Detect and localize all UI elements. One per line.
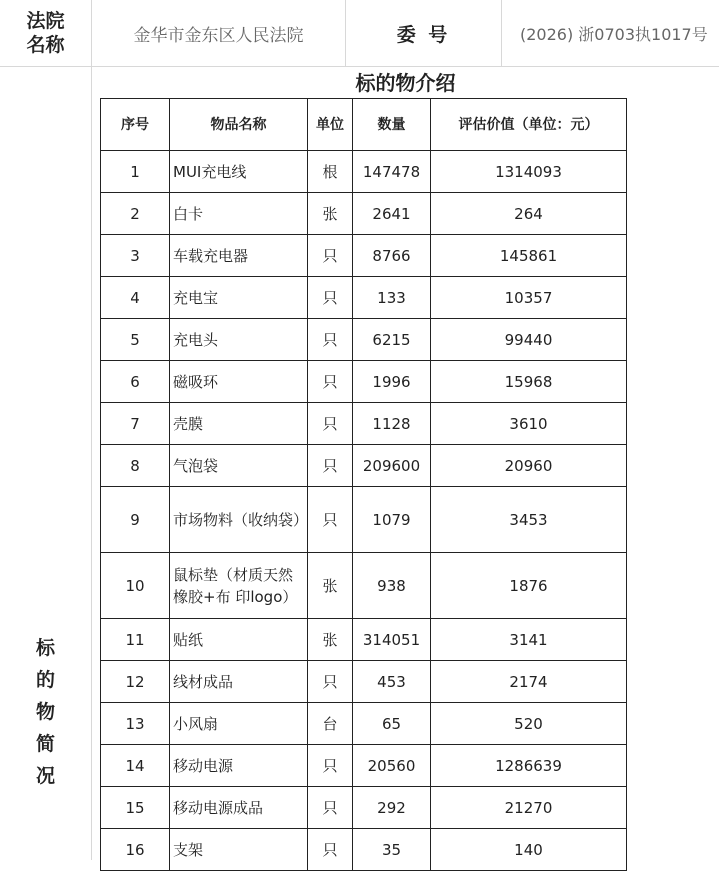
- item-unit: 张: [308, 619, 353, 661]
- section-title: 标的物介绍: [355, 71, 456, 95]
- court-value: 金华市金东区人民法院: [92, 0, 346, 66]
- row-index: 16: [101, 829, 170, 871]
- item-unit: 只: [308, 445, 353, 487]
- item-value: 15968: [431, 361, 627, 403]
- item-qty: 147478: [353, 151, 431, 193]
- ref-value: (2026) 浙0703执1017号: [520, 24, 708, 44]
- item-value: 140: [431, 829, 627, 871]
- item-unit: 只: [308, 319, 353, 361]
- item-name: 磁吸环: [170, 361, 308, 403]
- item-unit: 只: [308, 487, 353, 553]
- row-index: 3: [101, 235, 170, 277]
- item-qty: 133: [353, 277, 431, 319]
- table-row: [101, 235, 627, 277]
- item-name: 线材成品: [170, 661, 308, 703]
- row-index: 8: [101, 445, 170, 487]
- table-row: [101, 661, 627, 703]
- item-name: 移动电源: [170, 745, 308, 787]
- item-unit: 只: [308, 745, 353, 787]
- court-label: [0, 0, 92, 66]
- item-name: 充电头: [170, 319, 308, 361]
- item-qty: 314051: [353, 619, 431, 661]
- row-index: 2: [101, 193, 170, 235]
- item-name: 鼠标垫（材质天然橡胶+布 印logo）: [170, 553, 308, 619]
- item-value: 21270: [431, 787, 627, 829]
- row-index: 7: [101, 403, 170, 445]
- item-qty: 938: [353, 553, 431, 619]
- item-qty: 1079: [353, 487, 431, 553]
- items-table: [100, 98, 627, 871]
- header-row: [0, 0, 719, 67]
- item-unit: 根: [308, 151, 353, 193]
- table-row: [101, 193, 627, 235]
- item-name: 移动电源成品: [170, 787, 308, 829]
- table-row: [101, 553, 627, 619]
- item-name: 市场物料（收纳袋）: [170, 487, 308, 553]
- item-name: 白卡: [170, 193, 308, 235]
- item-value: 2174: [431, 661, 627, 703]
- item-unit: 台: [308, 703, 353, 745]
- item-unit: 只: [308, 235, 353, 277]
- table-row: [101, 277, 627, 319]
- item-qty: 1128: [353, 403, 431, 445]
- row-index: 9: [101, 487, 170, 553]
- item-value: 1314093: [431, 151, 627, 193]
- item-value: 520: [431, 703, 627, 745]
- item-qty: 8766: [353, 235, 431, 277]
- item-name: 支架: [170, 829, 308, 871]
- item-name: 气泡袋: [170, 445, 308, 487]
- item-name: 充电宝: [170, 277, 308, 319]
- item-qty: 35: [353, 829, 431, 871]
- item-unit: 张: [308, 193, 353, 235]
- item-name: MUI充电线: [170, 151, 308, 193]
- col-header-unit: 单位: [308, 99, 353, 151]
- row-index: 4: [101, 277, 170, 319]
- table-row: [101, 745, 627, 787]
- item-name: 贴纸: [170, 619, 308, 661]
- row-index: 1: [101, 151, 170, 193]
- item-value: 1286639: [431, 745, 627, 787]
- col-header-value: 评估价值（单位：元）: [431, 99, 627, 151]
- item-value: 3453: [431, 487, 627, 553]
- row-index: 15: [101, 787, 170, 829]
- item-qty: 20560: [353, 745, 431, 787]
- item-value: 1876: [431, 553, 627, 619]
- item-value: 3141: [431, 619, 627, 661]
- table-row: [101, 619, 627, 661]
- row-index: 5: [101, 319, 170, 361]
- side-column: [0, 67, 92, 860]
- row-index: 10: [101, 553, 170, 619]
- table-row: [101, 487, 627, 553]
- item-qty: 2641: [353, 193, 431, 235]
- row-index: 12: [101, 661, 170, 703]
- row-index: 11: [101, 619, 170, 661]
- item-name: 小风扇: [170, 703, 308, 745]
- item-qty: 6215: [353, 319, 431, 361]
- col-header-name: 物品名称: [170, 99, 308, 151]
- table-row: [101, 445, 627, 487]
- item-unit: 只: [308, 661, 353, 703]
- row-index: 13: [101, 703, 170, 745]
- col-header-qty: 数量: [353, 99, 431, 151]
- item-qty: 209600: [353, 445, 431, 487]
- table-row: [101, 403, 627, 445]
- item-qty: 453: [353, 661, 431, 703]
- table-row: [101, 319, 627, 361]
- table-row: [101, 787, 627, 829]
- item-name: 车载充电器: [170, 235, 308, 277]
- item-qty: 65: [353, 703, 431, 745]
- table-body: [101, 151, 627, 871]
- item-value: 3610: [431, 403, 627, 445]
- item-unit: 张: [308, 553, 353, 619]
- item-unit: 只: [308, 829, 353, 871]
- item-unit: 只: [308, 403, 353, 445]
- item-value: 264: [431, 193, 627, 235]
- item-qty: 292: [353, 787, 431, 829]
- item-unit: 只: [308, 787, 353, 829]
- item-value: 145861: [431, 235, 627, 277]
- row-index: 14: [101, 745, 170, 787]
- item-value: 20960: [431, 445, 627, 487]
- item-value: 99440: [431, 319, 627, 361]
- col-header-index: 序号: [101, 99, 170, 151]
- item-unit: 只: [308, 277, 353, 319]
- table-row: [101, 829, 627, 871]
- ref-label: 委 号: [346, 0, 502, 66]
- table-row: [101, 151, 627, 193]
- item-unit: 只: [308, 361, 353, 403]
- side-label: 标 的 物 简 况: [35, 637, 55, 787]
- row-index: 6: [101, 361, 170, 403]
- item-qty: 1996: [353, 361, 431, 403]
- item-value: 10357: [431, 277, 627, 319]
- table-header-row: [101, 99, 627, 151]
- table-row: [101, 361, 627, 403]
- court-label-text: 法院 名称: [26, 10, 65, 56]
- item-name: 壳膜: [170, 403, 308, 445]
- table-row: [101, 703, 627, 745]
